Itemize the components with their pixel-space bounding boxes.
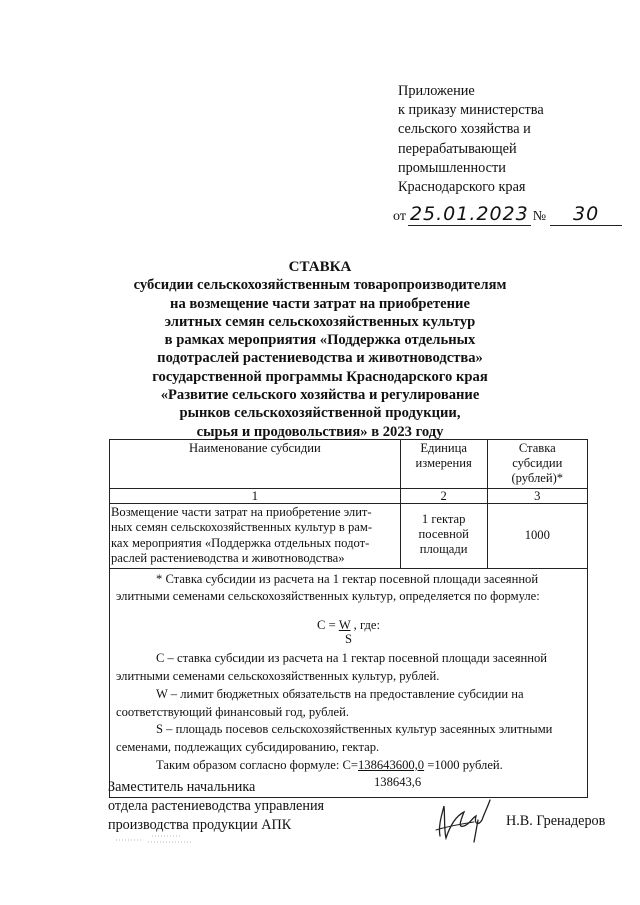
appendix-line: Приложение — [398, 83, 475, 99]
appendix-line: к приказу министерства — [398, 102, 544, 119]
table-header-row — [110, 440, 588, 489]
heading-line: подотраслей растениеводства и животноводства» — [157, 350, 483, 367]
heading-line: рынков сельскохозяйственной продукции, — [179, 405, 461, 422]
column-number: 2 — [400, 489, 487, 504]
column-number: 3 — [487, 489, 587, 504]
header-rate-line: Ставка — [518, 441, 556, 455]
signer-position-line: производства продукции АПК — [108, 817, 292, 833]
heading-line: «Развитие сельского хозяйства и регулирование — [160, 387, 480, 404]
order-number: 30 — [550, 203, 622, 226]
table-row — [110, 504, 588, 569]
appendix-line: перерабатывающей — [398, 140, 517, 157]
appendix-line: Краснодарского края — [398, 179, 526, 196]
formula-numerator: W — [338, 618, 351, 633]
heading-line: сырья и продовольствия» в 2023 году — [196, 423, 444, 440]
signer-block — [108, 778, 324, 835]
order-prefix: от — [393, 209, 406, 224]
document-heading — [100, 258, 540, 441]
heading-line: государственной программы Краснодарского края — [152, 368, 488, 385]
formula-right: , где: — [350, 618, 380, 633]
column-number: 1 — [110, 489, 401, 504]
result-denominator: 138643,6 — [374, 774, 422, 789]
header-name-text: Наименование субсидии — [188, 441, 321, 455]
footnote-intro: * Ставка субсидии из расчета на 1 гектар посевной площади засеянной элитными семенами сельскохозяйственных культур, определяется по формуле: — [116, 571, 540, 604]
column-number-row — [110, 489, 588, 504]
subsidy-name-cell — [110, 504, 401, 569]
header-unit — [400, 440, 487, 489]
subsidy-name-line: ных семян сельскохозяйственных культур в рам- — [111, 520, 373, 535]
subsidy-name-line: раслей растениеводства и животноводства» — [111, 551, 345, 566]
header-unit-line: Единица — [420, 441, 467, 455]
formula-denominator: S — [344, 632, 352, 647]
appendix-block — [398, 82, 618, 197]
appendix-line: сельского хозяйства и — [398, 121, 531, 138]
c-definition: С – ставка субсидии из расчета на 1 гектар посевной площади засеянной элитными семенами сельскохозяйственных культур, рублей. — [116, 651, 547, 684]
heading-line: на возмещение части затрат на приобретение — [170, 295, 470, 312]
signer-name: Н.В. Гренадеров — [506, 813, 606, 829]
order-number-sign: № — [532, 209, 547, 224]
document-title: СТАВКА — [288, 259, 352, 275]
unit-cell — [400, 504, 487, 569]
order-date: 25.01.2023 — [409, 203, 529, 225]
signer-position-line: отдела растениеводства управления — [108, 798, 325, 814]
heading-line: элитных семян сельскохозяйственных культур — [164, 313, 476, 330]
header-unit-line: измерения — [415, 456, 472, 470]
result-line — [116, 757, 581, 775]
note-row — [110, 568, 588, 797]
header-rate-line: (рублей)* — [511, 471, 564, 485]
unit-line: 1 гектар — [421, 512, 466, 526]
signer-position-line: Заместитель начальника — [108, 779, 256, 795]
order-reference — [393, 203, 622, 226]
header-subsidy-name — [110, 440, 401, 489]
unit-line: посевной — [418, 527, 469, 541]
appendix-line: промышленности — [398, 159, 506, 176]
formula — [116, 618, 581, 646]
unit-line: площади — [419, 542, 468, 556]
subsidy-name-line: Возмещение части затрат на приобретение элит- — [111, 505, 372, 519]
result-suffix: =1000 рублей. — [424, 758, 503, 772]
footnote-cell — [110, 568, 588, 797]
subsidy-rate-table — [109, 439, 588, 798]
heading-line: субсидии сельскохозяйственным товаропроизводителям — [133, 277, 507, 294]
result-numerator: 138643600,0 — [357, 758, 425, 772]
rate-cell: 1000 — [487, 504, 587, 569]
w-definition: W – лимит бюджетных обязательств на предоставление субсидии на соответствующий финансовый год, рублей. — [116, 686, 524, 719]
s-definition: S – площадь посевов сельскохозяйственных культур засеянных элитными семенами, подлежащих субсидированию, гектар. — [116, 722, 553, 755]
result-prefix: Таким образом согласно формуле: С= — [156, 758, 358, 772]
handwritten-signature — [434, 796, 494, 844]
heading-line: в рамках мероприятия «Поддержка отдельных — [164, 332, 476, 349]
formula-left: С = — [317, 618, 339, 633]
faint-stamp-mark — [112, 828, 202, 848]
subsidy-name-line: ках мероприятия «Поддержка отдельных подот- — [111, 535, 370, 550]
header-rate — [487, 440, 587, 489]
header-rate-line: субсидии — [512, 456, 563, 470]
